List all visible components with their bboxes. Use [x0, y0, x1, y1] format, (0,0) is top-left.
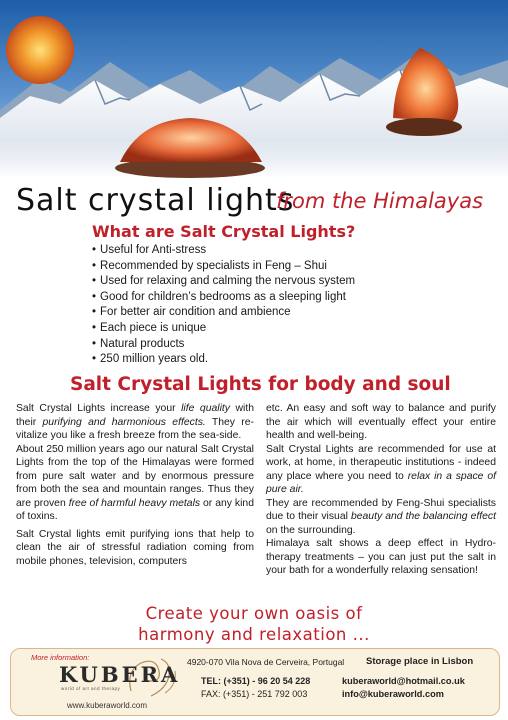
page-title: Salt crystal lights — [16, 183, 295, 218]
logo-tagline: world of art and therapy — [61, 686, 121, 691]
benefits-list — [92, 243, 355, 368]
paragraph: Salt Crystal Lights are recommended for use at work, at home, in therapeutic institutions - indeed any place where you need to relax in a space of pure air. — [266, 443, 496, 495]
list-item: • 250 million years old. — [92, 352, 355, 368]
list-item: • Recommended by specialists in Feng – Shui — [92, 259, 355, 275]
email-link[interactable]: kuberaworld@hotmail.co.uk — [342, 676, 465, 686]
list-item: • For better air condition and ambience — [92, 305, 355, 321]
more-info-label: More information: — [31, 653, 90, 662]
contact-footer — [10, 648, 500, 716]
page-subtitle: from the Himalayas — [276, 189, 484, 213]
paragraph: Salt Crystal Lights increase your life quality with their purifying and harmonious effects. They re-vitalize you like a fresh breeze from the sea-side. — [16, 403, 254, 441]
kubera-logo: KUBERA — [59, 662, 181, 687]
right-column — [266, 402, 496, 578]
paragraph: About 250 million years ago our natural Salt Crystal Lights from the top of the Himalayas were formed from pure salt water and by enormous pressure from both the sea and mountain ranges. Thus they are proven free of harmful heavy metals or any kind of toxins. — [16, 443, 254, 522]
list-item: • Useful for Anti-stress — [92, 243, 355, 259]
address: 4920-070 Vila Nova de Cerveira, Portugal — [187, 657, 345, 667]
list-item: • Used for relaxing and calming the nervous system — [92, 274, 355, 290]
list-item: • Good for children’s bedrooms as a sleeping light — [92, 290, 355, 306]
telephone: TEL: (+351) - 96 20 54 228 — [201, 676, 311, 686]
left-column — [16, 402, 254, 568]
fax: FAX: (+351) - 251 792 003 — [201, 689, 308, 699]
list-item: • Natural products — [92, 337, 355, 353]
paragraph: Himalaya salt shows a deep effect in Hydro-therapy treatments – you can just put the salt in your bath for a wonderfully relaxing sensation! — [266, 538, 496, 576]
paragraph: Salt Crystal lights emit purifying ions that help to clean the air of stressful radiation coming from mobile phones, television, computers — [16, 528, 254, 567]
list-item: • Each piece is unique — [92, 321, 355, 337]
slogan-line-1: Create your own oasis of — [145, 604, 363, 623]
slogan-line-2: harmony and relaxation ... — [138, 625, 370, 644]
email-link[interactable]: info@kuberaworld.com — [342, 689, 444, 699]
storage-location: Storage place in Lisbon — [366, 656, 474, 667]
body-soul-heading: Salt Crystal Lights for body and soul — [70, 374, 451, 395]
hero-image — [0, 0, 508, 178]
paragraph: They are recommended by Feng-Shui specialists due to their visual beauty and the balancing effect on the surrounding. — [266, 497, 496, 536]
website-link[interactable]: www.kuberaworld.com — [67, 701, 148, 710]
paragraph: etc. An easy and soft way to balance and purify the air which will eventually effect your entire health and well-being. — [266, 403, 496, 441]
what-are-heading: What are Salt Crystal Lights? — [92, 222, 356, 241]
